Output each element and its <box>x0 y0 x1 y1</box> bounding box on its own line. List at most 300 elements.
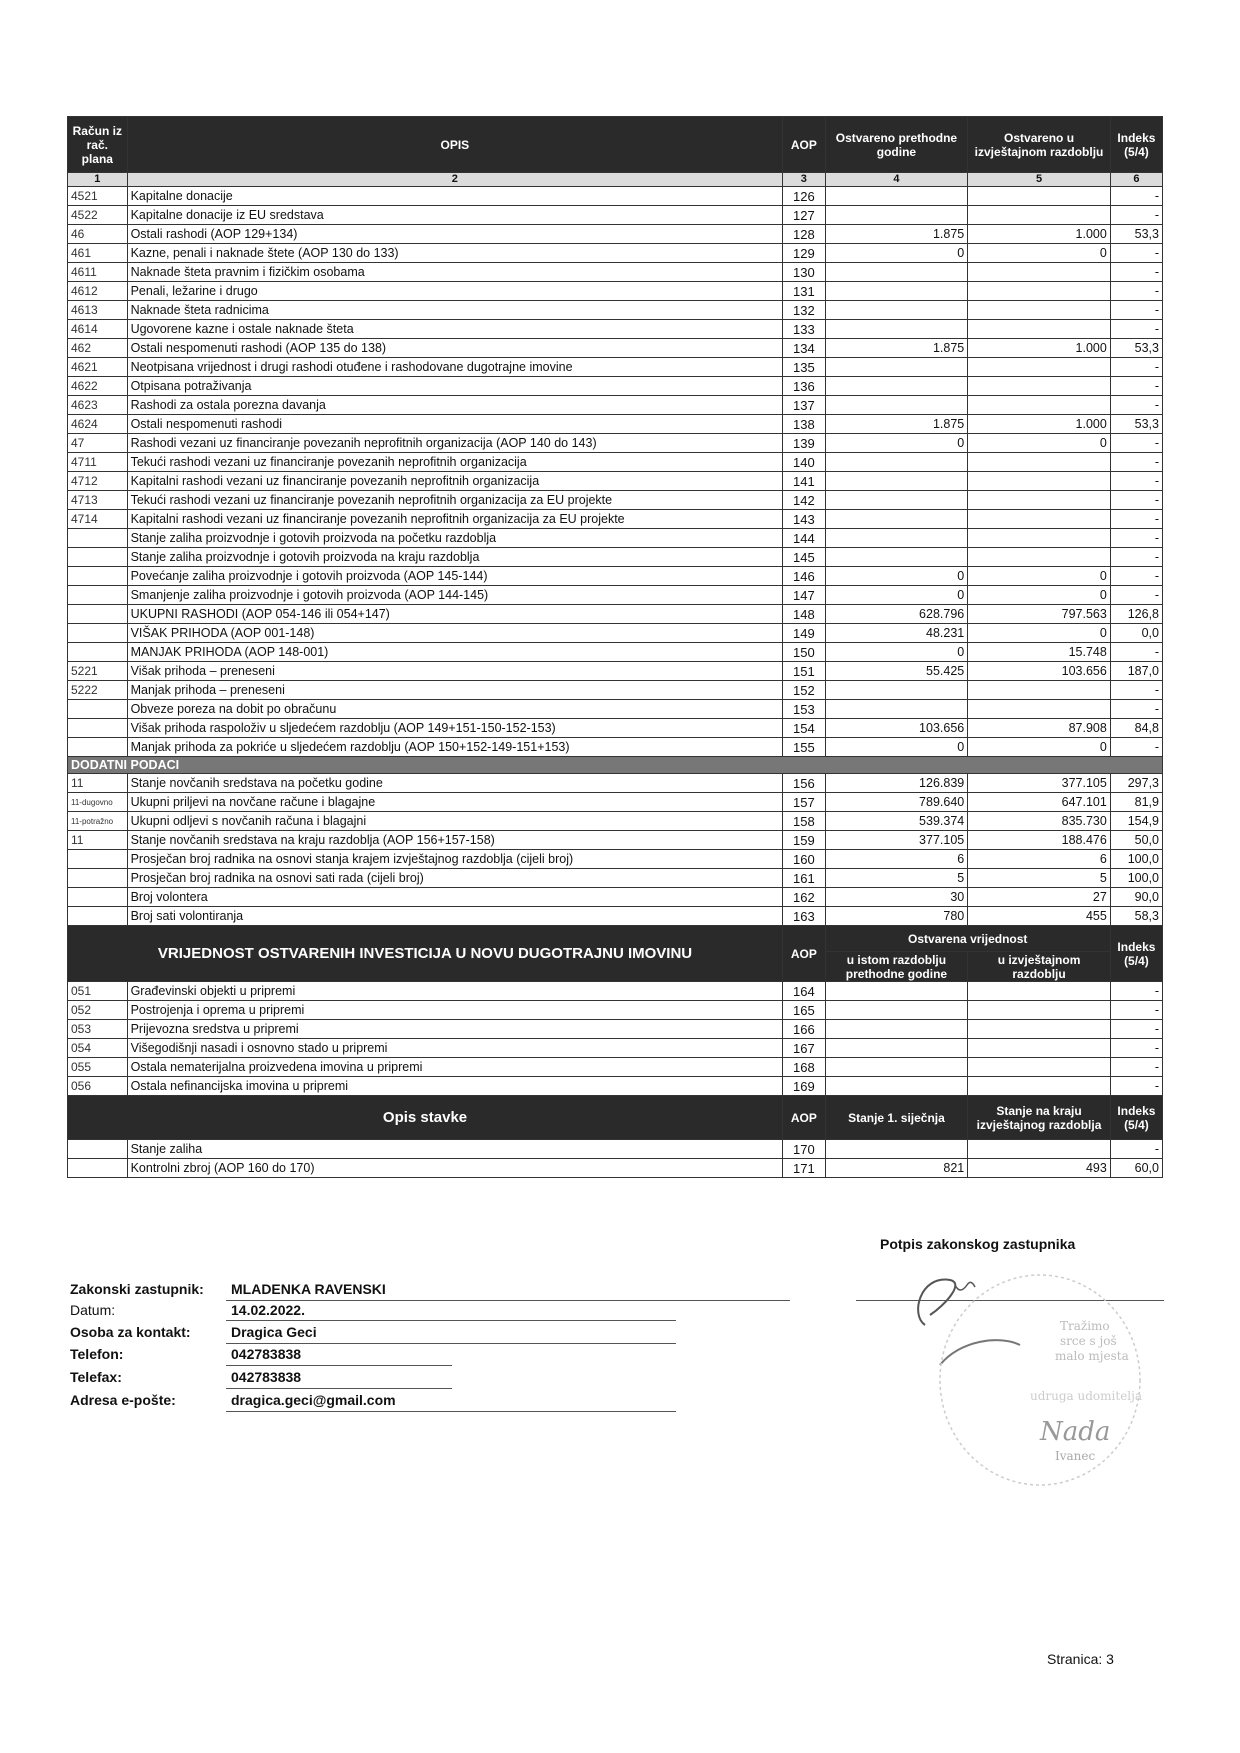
account-cell <box>68 529 128 548</box>
signature-heading: Potpis zakonskog zastupnika <box>880 1236 1076 1252</box>
aop-cell: 127 <box>783 206 826 225</box>
index-cell: - <box>1110 510 1162 529</box>
phone-label: Telefon: <box>70 1346 124 1362</box>
stock-curr-header: Stanje na kraju izvještajnog razdoblja <box>968 1096 1111 1140</box>
prev-value-cell <box>825 982 968 1001</box>
table-row <box>68 510 1163 529</box>
aop-cell: 139 <box>783 434 826 453</box>
description-cell: Kapitalni rashodi vezani uz financiranje povezanih neprofitnih organizacija <box>127 472 783 491</box>
prev-value-cell: 539.374 <box>825 812 968 831</box>
prev-value-cell <box>825 187 968 206</box>
curr-value-cell: 377.105 <box>968 774 1111 793</box>
curr-value-cell <box>968 548 1111 567</box>
stock-aop-header: AOP <box>783 1096 826 1140</box>
underline <box>226 1320 676 1321</box>
prev-value-cell <box>825 700 968 719</box>
account-cell <box>68 700 128 719</box>
index-cell: 58,3 <box>1110 907 1162 926</box>
svg-text:malo mjesta: malo mjesta <box>1055 1349 1129 1363</box>
curr-value-cell <box>968 529 1111 548</box>
svg-text:Nada: Nada <box>1040 1417 1111 1447</box>
description-cell: Tekući rashodi vezani uz financiranje povezanih neprofitnih organizacija za EU projekte <box>127 491 783 510</box>
account-cell <box>68 643 128 662</box>
curr-value-cell <box>968 700 1111 719</box>
account-cell: 4521 <box>68 187 128 206</box>
aop-cell: 136 <box>783 377 826 396</box>
table-row <box>68 548 1163 567</box>
aop-cell: 137 <box>783 396 826 415</box>
table-row <box>68 396 1163 415</box>
description-cell: Tekući rashodi vezani uz financiranje povezanih neprofitnih organizacija <box>127 453 783 472</box>
description-cell: Višak prihoda raspoloživ u sljedećem razdoblju (AOP 149+151-150-152-153) <box>127 719 783 738</box>
index-cell: - <box>1110 396 1162 415</box>
account-cell: 4714 <box>68 510 128 529</box>
prev-value-cell <box>825 396 968 415</box>
invest-row <box>68 982 1163 1001</box>
aop-cell: 162 <box>783 888 826 907</box>
curr-value-cell <box>968 1140 1111 1159</box>
description-cell: Ostali rashodi (AOP 129+134) <box>127 225 783 244</box>
invest-rows <box>68 982 1163 1096</box>
prev-value-cell: 821 <box>825 1159 968 1178</box>
curr-value-cell <box>968 282 1111 301</box>
description-cell: Prosječan broj radnika na osnovi stanja krajem izvještajnog razdoblja (cijeli broj) <box>127 850 783 869</box>
account-cell: 4611 <box>68 263 128 282</box>
aop-cell: 151 <box>783 662 826 681</box>
description-cell: Kontrolni zbroj (AOP 160 do 170) <box>127 1159 783 1178</box>
curr-value-cell: 647.101 <box>968 793 1111 812</box>
account-cell: 4622 <box>68 377 128 396</box>
account-cell <box>68 907 128 926</box>
index-cell: - <box>1110 700 1162 719</box>
curr-value-cell: 1.000 <box>968 339 1111 358</box>
curr-value-cell <box>968 982 1111 1001</box>
stock-prev-header: Stanje 1. siječnja <box>825 1096 968 1140</box>
invest-row <box>68 1058 1163 1077</box>
fax-label: Telefax: <box>70 1369 122 1385</box>
col-number: 6 <box>1110 173 1162 187</box>
index-cell: 90,0 <box>1110 888 1162 907</box>
table-row <box>68 206 1163 225</box>
table-row <box>68 529 1163 548</box>
curr-value-cell: 0 <box>968 738 1111 757</box>
curr-value-cell: 493 <box>968 1159 1111 1178</box>
description-cell: Prijevozna sredstva u pripremi <box>127 1020 783 1039</box>
curr-value-cell: 1.000 <box>968 225 1111 244</box>
aop-cell: 153 <box>783 700 826 719</box>
table-row <box>68 377 1163 396</box>
account-cell: 4612 <box>68 282 128 301</box>
description-cell: Naknade šteta radnicima <box>127 301 783 320</box>
description-cell: Stanje zaliha <box>127 1140 783 1159</box>
curr-value-cell: 188.476 <box>968 831 1111 850</box>
index-cell: - <box>1110 529 1162 548</box>
table-row <box>68 662 1163 681</box>
description-cell: Ukupni priljevi na novčane račune i blagajne <box>127 793 783 812</box>
description-cell: Kapitalne donacije iz EU sredstava <box>127 206 783 225</box>
aop-cell: 147 <box>783 586 826 605</box>
aop-cell: 171 <box>783 1159 826 1178</box>
description-cell: Ostala nefinancijska imovina u pripremi <box>127 1077 783 1096</box>
index-cell: 53,3 <box>1110 225 1162 244</box>
curr-value-cell: 87.908 <box>968 719 1111 738</box>
account-cell <box>68 869 128 888</box>
table-row <box>68 624 1163 643</box>
col-number: 2 <box>127 173 783 187</box>
account-cell: 053 <box>68 1020 128 1039</box>
description-cell: Višak prihoda – preneseni <box>127 662 783 681</box>
curr-value-cell <box>968 263 1111 282</box>
curr-value-cell <box>968 206 1111 225</box>
extra-row <box>68 793 1163 812</box>
prev-value-cell <box>825 529 968 548</box>
aop-cell: 169 <box>783 1077 826 1096</box>
underline <box>226 1343 676 1344</box>
account-cell: 11-potražno <box>68 812 128 831</box>
account-cell: 055 <box>68 1058 128 1077</box>
col-number: 1 <box>68 173 128 187</box>
account-cell <box>68 605 128 624</box>
index-cell: - <box>1110 320 1162 339</box>
account-cell <box>68 1159 128 1178</box>
description-cell: Otpisana potraživanja <box>127 377 783 396</box>
table-row <box>68 434 1163 453</box>
description-cell: Rashodi vezani uz financiranje povezanih neprofitnih organizacija (AOP 140 do 143) <box>127 434 783 453</box>
stock-index-header: Indeks (5/4) <box>1110 1096 1162 1140</box>
aop-cell: 126 <box>783 187 826 206</box>
prev-value-cell: 30 <box>825 888 968 907</box>
invest-title: VRIJEDNOST OSTVARENIH INVESTICIJA U NOVU DUGOTRAJNU IMOVINU <box>68 926 783 982</box>
description-cell: Višegodišnji nasadi i osnovno stado u pripremi <box>127 1039 783 1058</box>
contact-person-label: Osoba za kontakt: <box>70 1324 191 1340</box>
aop-cell: 149 <box>783 624 826 643</box>
curr-value-cell: 0 <box>968 567 1111 586</box>
col-header-prev: Ostvareno prethodne godine <box>825 117 968 173</box>
index-cell: - <box>1110 738 1162 757</box>
aop-cell: 165 <box>783 1001 826 1020</box>
extra-row <box>68 869 1163 888</box>
curr-value-cell: 0 <box>968 624 1111 643</box>
description-cell: Ugovorene kazne i ostale naknade šteta <box>127 320 783 339</box>
curr-value-cell: 0 <box>968 434 1111 453</box>
underline <box>226 1411 676 1412</box>
description-cell: MANJAK PRIHODA (AOP 148-001) <box>127 643 783 662</box>
index-cell: - <box>1110 1140 1162 1159</box>
curr-value-cell <box>968 358 1111 377</box>
aop-cell: 142 <box>783 491 826 510</box>
account-cell: 4712 <box>68 472 128 491</box>
prev-value-cell <box>825 1058 968 1077</box>
prev-value-cell: 1.875 <box>825 225 968 244</box>
prev-value-cell <box>825 1077 968 1096</box>
account-cell: 11-dugovno <box>68 793 128 812</box>
prev-value-cell <box>825 358 968 377</box>
account-cell: 4713 <box>68 491 128 510</box>
account-cell: 461 <box>68 244 128 263</box>
report-table <box>67 116 1163 1178</box>
curr-value-cell <box>968 681 1111 700</box>
aop-cell: 161 <box>783 869 826 888</box>
invest-group-header: Ostvarena vrijednost <box>825 926 1110 952</box>
table-row <box>68 719 1163 738</box>
aop-cell: 135 <box>783 358 826 377</box>
description-cell: Naknade šteta pravnim i fizičkim osobama <box>127 263 783 282</box>
account-cell <box>68 719 128 738</box>
prev-value-cell <box>825 206 968 225</box>
legal-rep-label: Zakonski zastupnik: <box>70 1281 204 1297</box>
account-cell: 4621 <box>68 358 128 377</box>
index-cell: - <box>1110 453 1162 472</box>
account-cell: 5222 <box>68 681 128 700</box>
index-cell: 60,0 <box>1110 1159 1162 1178</box>
description-cell: Stanje zaliha proizvodnje i gotovih proizvoda na početku razdoblja <box>127 529 783 548</box>
description-cell: Ostala nematerijalna proizvedena imovina u pripremi <box>127 1058 783 1077</box>
table-row <box>68 605 1163 624</box>
account-cell <box>68 738 128 757</box>
index-cell: 50,0 <box>1110 831 1162 850</box>
index-cell: - <box>1110 472 1162 491</box>
description-cell: Građevinski objekti u pripremi <box>127 982 783 1001</box>
curr-value-cell <box>968 1039 1111 1058</box>
account-cell: 46 <box>68 225 128 244</box>
underline <box>226 1388 452 1389</box>
email-label: Adresa e-pošte: <box>70 1392 176 1408</box>
prev-value-cell: 0 <box>825 434 968 453</box>
index-cell: - <box>1110 206 1162 225</box>
account-cell: 052 <box>68 1001 128 1020</box>
curr-value-cell <box>968 1020 1111 1039</box>
curr-value-cell <box>968 510 1111 529</box>
index-cell: - <box>1110 567 1162 586</box>
description-cell: Smanjenje zaliha proizvodnje i gotovih proizvoda (AOP 144-145) <box>127 586 783 605</box>
col-header-account: Račun iz rač. plana <box>68 117 128 173</box>
invest-row <box>68 1001 1163 1020</box>
prev-value-cell <box>825 1140 968 1159</box>
date-label: Datum: <box>70 1302 116 1318</box>
svg-text:udruga udomitelja: udruga udomitelja <box>1030 1389 1143 1403</box>
prev-value-cell: 0 <box>825 567 968 586</box>
aop-cell: 158 <box>783 812 826 831</box>
date-value: 14.02.2022. <box>231 1302 305 1318</box>
prev-value-cell: 0 <box>825 244 968 263</box>
aop-cell: 141 <box>783 472 826 491</box>
curr-value-cell <box>968 1077 1111 1096</box>
index-cell: - <box>1110 282 1162 301</box>
index-cell: 100,0 <box>1110 869 1162 888</box>
account-cell: 462 <box>68 339 128 358</box>
prev-value-cell <box>825 472 968 491</box>
description-cell: Rashodi za ostala porezna davanja <box>127 396 783 415</box>
prev-value-cell: 1.875 <box>825 339 968 358</box>
table-row <box>68 225 1163 244</box>
extra-row <box>68 812 1163 831</box>
invest-row <box>68 1077 1163 1096</box>
curr-value-cell: 0 <box>968 244 1111 263</box>
index-cell: 297,3 <box>1110 774 1162 793</box>
index-cell: - <box>1110 1039 1162 1058</box>
account-cell: 056 <box>68 1077 128 1096</box>
col-header-desc: OPIS <box>127 117 783 173</box>
invest-aop-header: AOP <box>783 926 826 982</box>
curr-value-cell: 835.730 <box>968 812 1111 831</box>
curr-value-cell <box>968 320 1111 339</box>
email-value: dragica.geci@gmail.com <box>231 1392 396 1408</box>
aop-cell: 166 <box>783 1020 826 1039</box>
index-cell: - <box>1110 586 1162 605</box>
stamp-and-signature <box>890 1255 1170 1495</box>
col-header-curr: Ostvareno u izvještajnom razdoblju <box>968 117 1111 173</box>
account-cell: 11 <box>68 831 128 850</box>
prev-value-cell <box>825 263 968 282</box>
index-cell: 0,0 <box>1110 624 1162 643</box>
curr-value-cell: 6 <box>968 850 1111 869</box>
prev-value-cell: 103.656 <box>825 719 968 738</box>
col-number: 4 <box>825 173 968 187</box>
prev-value-cell: 5 <box>825 869 968 888</box>
prev-value-cell <box>825 377 968 396</box>
prev-value-cell: 0 <box>825 586 968 605</box>
section-title-extra: DODATNI PODACI <box>68 757 1163 774</box>
table-row <box>68 320 1163 339</box>
contact-person-value: Dragica Geci <box>231 1324 317 1340</box>
prev-value-cell <box>825 1001 968 1020</box>
index-cell: 53,3 <box>1110 415 1162 434</box>
prev-value-cell: 377.105 <box>825 831 968 850</box>
invest-row <box>68 1020 1163 1039</box>
aop-cell: 152 <box>783 681 826 700</box>
table-row <box>68 700 1163 719</box>
prev-value-cell <box>825 453 968 472</box>
curr-value-cell <box>968 453 1111 472</box>
curr-value-cell <box>968 472 1111 491</box>
prev-value-cell <box>825 301 968 320</box>
aop-cell: 168 <box>783 1058 826 1077</box>
invest-curr-header: u izvještajnom razdoblju <box>968 952 1111 982</box>
col-header-aop: AOP <box>783 117 826 173</box>
table-row <box>68 491 1163 510</box>
aop-cell: 145 <box>783 548 826 567</box>
invest-prev-header: u istom razdoblju prethodne godine <box>825 952 968 982</box>
index-cell: - <box>1110 681 1162 700</box>
index-cell: - <box>1110 187 1162 206</box>
account-cell <box>68 624 128 643</box>
underline <box>226 1365 452 1366</box>
account-cell <box>68 548 128 567</box>
svg-text:Ivanec: Ivanec <box>1055 1449 1096 1463</box>
table-row <box>68 567 1163 586</box>
account-cell: 054 <box>68 1039 128 1058</box>
aop-cell: 133 <box>783 320 826 339</box>
description-cell: Kapitalne donacije <box>127 187 783 206</box>
description-cell: Stanje novčanih sredstava na kraju razdoblja (AOP 156+157-158) <box>127 831 783 850</box>
index-cell: 187,0 <box>1110 662 1162 681</box>
account-cell <box>68 1140 128 1159</box>
table-row <box>68 263 1163 282</box>
account-cell: 4522 <box>68 206 128 225</box>
prev-value-cell <box>825 1039 968 1058</box>
aop-cell: 130 <box>783 263 826 282</box>
aop-cell: 128 <box>783 225 826 244</box>
table-row <box>68 301 1163 320</box>
index-cell: - <box>1110 491 1162 510</box>
description-cell: Kapitalni rashodi vezani uz financiranje povezanih neprofitnih organizacija za EU projekte <box>127 510 783 529</box>
index-cell: 154,9 <box>1110 812 1162 831</box>
phone-value: 042783838 <box>231 1346 302 1362</box>
curr-value-cell <box>968 491 1111 510</box>
description-cell: Obveze poreza na dobit po obračunu <box>127 700 783 719</box>
curr-value-cell <box>968 1001 1111 1020</box>
index-cell: - <box>1110 1001 1162 1020</box>
aop-cell: 160 <box>783 850 826 869</box>
prev-value-cell <box>825 320 968 339</box>
stock-rows <box>68 1140 1163 1178</box>
col-number: 3 <box>783 173 826 187</box>
aop-cell: 138 <box>783 415 826 434</box>
prev-value-cell <box>825 548 968 567</box>
curr-value-cell: 1.000 <box>968 415 1111 434</box>
aop-cell: 170 <box>783 1140 826 1159</box>
extra-row <box>68 850 1163 869</box>
curr-value-cell <box>968 1058 1111 1077</box>
description-cell: Manjak prihoda – preneseni <box>127 681 783 700</box>
table-row <box>68 681 1163 700</box>
aop-cell: 143 <box>783 510 826 529</box>
table-row <box>68 187 1163 206</box>
stock-row <box>68 1140 1163 1159</box>
prev-value-cell: 780 <box>825 907 968 926</box>
extra-row <box>68 774 1163 793</box>
extra-row <box>68 888 1163 907</box>
aop-cell: 154 <box>783 719 826 738</box>
account-cell: 11 <box>68 774 128 793</box>
prev-value-cell: 0 <box>825 643 968 662</box>
prev-value-cell: 48.231 <box>825 624 968 643</box>
aop-cell: 146 <box>783 567 826 586</box>
aop-cell: 129 <box>783 244 826 263</box>
aop-cell: 156 <box>783 774 826 793</box>
index-cell: - <box>1110 263 1162 282</box>
description-cell: Kazne, penali i naknade štete (AOP 130 do 133) <box>127 244 783 263</box>
index-cell: 100,0 <box>1110 850 1162 869</box>
index-cell: 84,8 <box>1110 719 1162 738</box>
aop-cell: 167 <box>783 1039 826 1058</box>
table-row <box>68 358 1163 377</box>
table-row <box>68 244 1163 263</box>
prev-value-cell: 0 <box>825 738 968 757</box>
account-cell: 4711 <box>68 453 128 472</box>
prev-value-cell <box>825 681 968 700</box>
prev-value-cell: 789.640 <box>825 793 968 812</box>
description-cell: Penali, ležarine i drugo <box>127 282 783 301</box>
account-cell <box>68 567 128 586</box>
account-cell <box>68 586 128 605</box>
description-cell: Prosječan broj radnika na osnovi sati rada (cijeli broj) <box>127 869 783 888</box>
aop-cell: 159 <box>783 831 826 850</box>
curr-value-cell: 5 <box>968 869 1111 888</box>
curr-value-cell <box>968 187 1111 206</box>
description-cell: Stanje zaliha proizvodnje i gotovih proizvoda na kraju razdoblja <box>127 548 783 567</box>
table-row <box>68 415 1163 434</box>
account-cell: 4623 <box>68 396 128 415</box>
account-cell: 051 <box>68 982 128 1001</box>
prev-value-cell: 55.425 <box>825 662 968 681</box>
aop-cell: 157 <box>783 793 826 812</box>
fax-value: 042783838 <box>231 1369 302 1385</box>
curr-value-cell <box>968 396 1111 415</box>
description-cell: UKUPNI RASHODI (AOP 054-146 ili 054+147) <box>127 605 783 624</box>
index-cell: - <box>1110 1058 1162 1077</box>
account-cell: 4613 <box>68 301 128 320</box>
